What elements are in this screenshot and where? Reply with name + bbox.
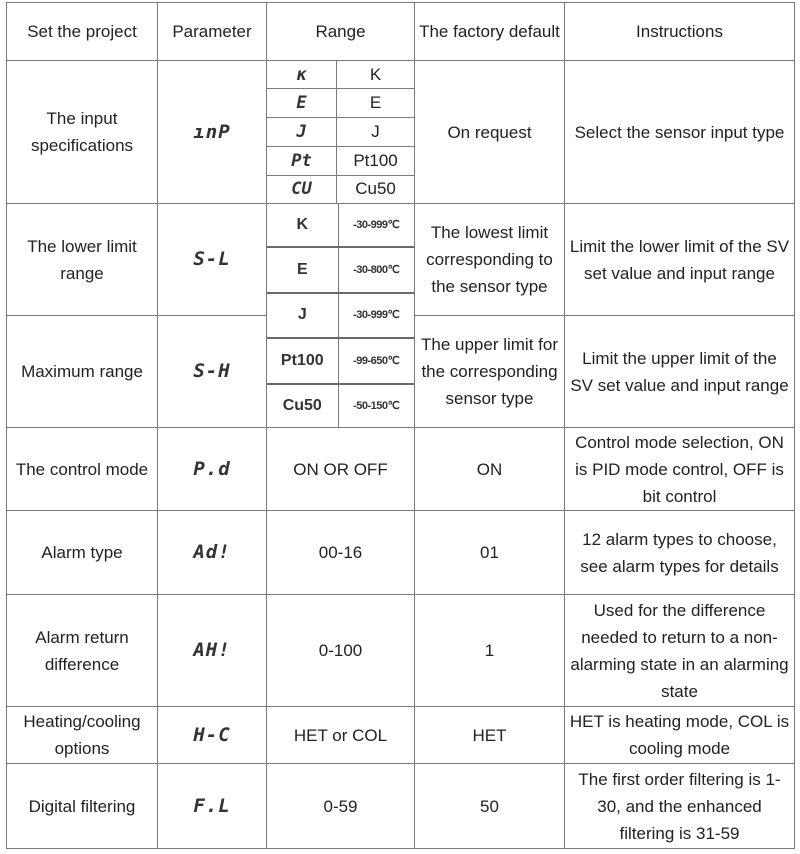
default-cell: 50 — [415, 764, 565, 849]
sensor-name: K — [267, 204, 338, 247]
sensor-name: K — [337, 61, 414, 89]
instructions-cell: Used for the difference needed to return to a non-alarming state in an alarming state — [565, 595, 795, 707]
parameter-code: S-H — [158, 316, 267, 428]
instructions-cell: Select the sensor input type — [565, 61, 795, 204]
table-row-digital-filtering — [7, 764, 795, 849]
sensor-name: E — [337, 89, 414, 118]
project-cell: Maximum range — [7, 316, 158, 428]
table-row-alarm-return — [7, 595, 795, 707]
range-cell: ON OR OFF — [267, 428, 415, 511]
sensor-code: E — [267, 89, 337, 118]
default-cell: HET — [415, 707, 565, 764]
parameter-code: H-C — [158, 707, 267, 764]
sensor-name: Pt100 — [267, 338, 338, 383]
sensor-code: CU — [267, 175, 337, 203]
sensor-code: J — [267, 118, 337, 147]
header-project: Set the project — [7, 3, 158, 61]
range-cell: 0-59 — [267, 764, 415, 849]
sensor-name: E — [267, 247, 338, 292]
default-cell: 01 — [415, 511, 565, 595]
header-range: Range — [267, 3, 415, 61]
default-cell: ON — [415, 428, 565, 511]
project-cell: The lower limit range — [7, 204, 158, 316]
project-cell: The control mode — [7, 428, 158, 511]
sensor-range: -99-650℃ — [338, 338, 414, 383]
default-cell: 1 — [415, 595, 565, 707]
sensor-code: ĸ — [267, 61, 337, 89]
project-cell: The input specifications — [7, 61, 158, 204]
table-row-input — [7, 61, 795, 204]
sensor-range: -50-150℃ — [353, 399, 400, 412]
table-row-heating-cooling — [7, 707, 795, 764]
range-cell: 00-16 — [267, 511, 415, 595]
sensor-range: -30-999℃ — [338, 204, 414, 247]
instructions-cell: The first order filtering is 1-30, and the enhanced filtering is 31-59 — [565, 764, 795, 849]
project-cell: Alarm type — [7, 511, 158, 595]
sensor-range: -30-800℃ — [338, 247, 414, 292]
instructions-cell: 12 alarm types to choose, see alarm types for details — [565, 511, 795, 595]
default-cell: The upper limit for the corresponding sensor type — [415, 316, 565, 428]
default-cell: The lowest limit corresponding to the sensor type — [415, 204, 565, 316]
range-cell — [267, 61, 415, 204]
instructions-cell: HET is heating mode, COL is cooling mode — [565, 707, 795, 764]
parameter-code: S-L — [158, 204, 267, 316]
sensor-name: Cu50 — [355, 179, 396, 199]
sensor-range: -30-999℃ — [338, 293, 414, 338]
range-cell: 0-100 — [267, 595, 415, 707]
header-instructions: Instructions — [565, 3, 795, 61]
header-factory-default: The factory default — [415, 3, 565, 61]
parameter-code: F.L — [158, 764, 267, 849]
project-cell: Heating/cooling options — [7, 707, 158, 764]
default-cell: On request — [415, 61, 565, 204]
range-cell-limits — [267, 204, 415, 428]
project-cell: Digital filtering — [7, 764, 158, 849]
table-row-lower-limit — [7, 204, 795, 316]
project-cell: Alarm return difference — [7, 595, 158, 707]
parameter-code: ınP — [158, 61, 267, 204]
input-range-list — [267, 61, 414, 203]
parameter-table — [6, 2, 795, 849]
sensor-name: J — [337, 118, 414, 147]
table-row-control-mode — [7, 428, 795, 511]
instructions-cell: Limit the lower limit of the SV set value and input range — [565, 204, 795, 316]
parameter-code: Ad! — [158, 511, 267, 595]
sensor-name: J — [267, 293, 338, 338]
range-cell: HET or COL — [267, 707, 415, 764]
table-row-alarm-type — [7, 511, 795, 595]
sensor-name: Cu50 — [267, 384, 338, 427]
sensor-code: Pt — [267, 146, 337, 175]
instructions-cell: Limit the upper limit of the SV set value and input range — [565, 316, 795, 428]
sensor-name: Pt100 — [337, 146, 414, 175]
instructions-cell: Control mode selection, ON is PID mode control, OFF is bit control — [565, 428, 795, 511]
parameter-code: AH! — [158, 595, 267, 707]
header-parameter: Parameter — [158, 3, 267, 61]
header-row — [7, 3, 795, 61]
parameter-code: P.d — [158, 428, 267, 511]
sensor-limits-list — [267, 204, 414, 427]
